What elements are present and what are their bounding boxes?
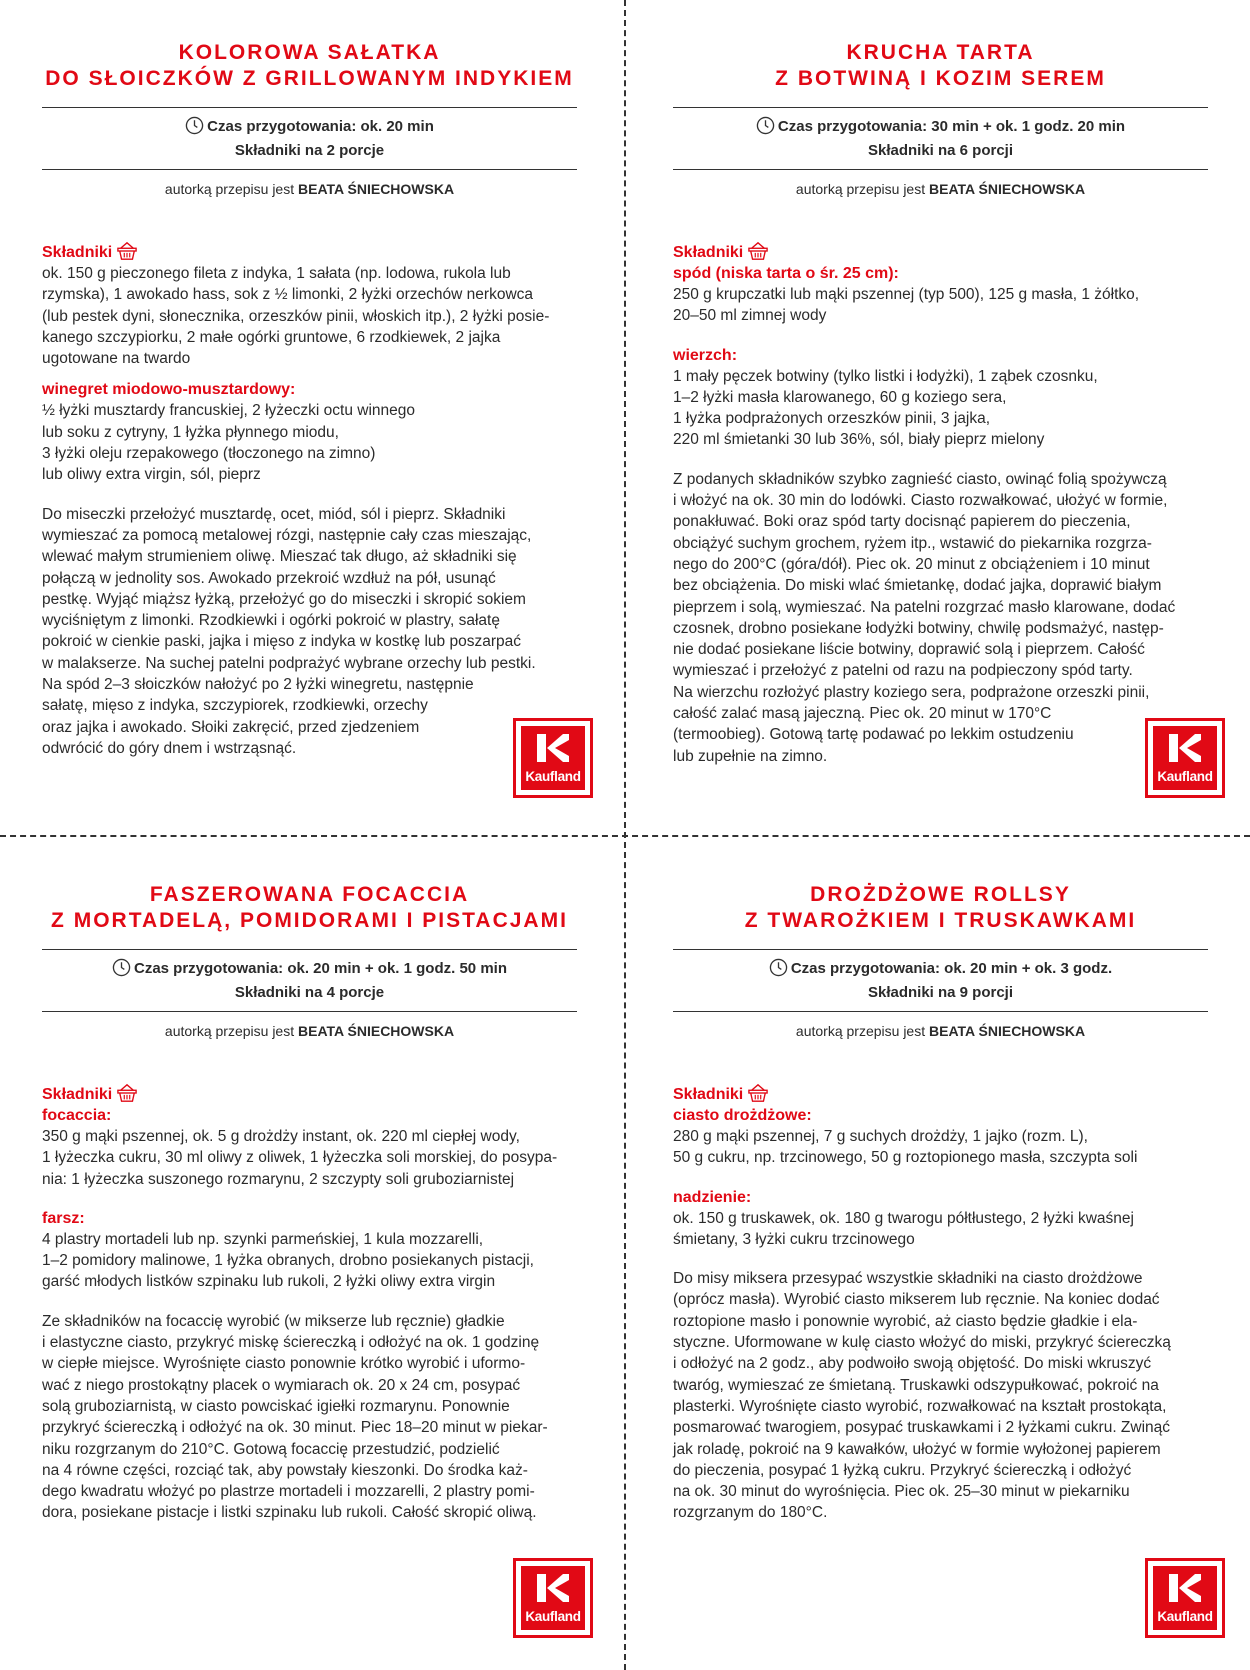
author-line	[42, 1021, 577, 1041]
section-list	[673, 366, 1208, 451]
author-name: BEATA ŚNIECHOWSKA	[929, 1023, 1086, 1039]
section-label: farsz:	[42, 1209, 85, 1227]
recipe-meta	[42, 950, 577, 1011]
text-line: kanego szczypiorku, 2 małe ogórki gruntowe, 6 rzodkiewek, 2 jajka	[42, 328, 501, 346]
logo-text: Kaufland	[525, 769, 581, 784]
title-line: Z TWAROŻKIEM I TRUSKAWKAMI	[744, 909, 1137, 932]
text-line: ½ łyżki musztardy francuskiej, 2 łyżeczki octu winnego	[42, 402, 416, 420]
prep-time: Czas przygotowania: ok. 20 min	[207, 118, 434, 135]
portions: Składniki na 4 porcje	[234, 984, 385, 1001]
text-line: pestkę. Wyjąć miąższ łyżką, przełożyć go do miseczki i skropić sokiem	[42, 590, 526, 608]
text-line: odwrócić do góry dnem i wstrząsnąć.	[42, 739, 297, 757]
text-line: 220 ml śmietanki 30 lub 36%, sól, biały pieprz mielony	[673, 431, 1045, 449]
text-line: nia: 1 łyżeczka suszonego rozmarynu, 2 szczypty soli gruboziarnistej	[42, 1170, 515, 1188]
text-line: śmietany, 3 łyżki cukru trzcinowego	[673, 1230, 915, 1248]
text-line: 3 łyżki oleju rzepakowego (tłoczonego na zimno)	[42, 445, 376, 463]
text-line: Do misy miksera przesypać wszystkie składniki na ciasto drożdżowe	[673, 1270, 1143, 1288]
recipe-card-3	[42, 882, 577, 1524]
text-line: i odłożyć na 2 godz., aby podwoiło swoją objętość. Do miski wkruszyć	[673, 1355, 1152, 1373]
text-line: bez obciążenia. Do miski wlać śmietankę, dodać jajka, doprawić białym	[673, 577, 1162, 595]
portions: Składniki na 6 porcji	[867, 142, 1014, 159]
section-list	[673, 1208, 1208, 1251]
recipe-meta	[673, 108, 1208, 169]
text-line: nie dodać posiekane liście botwiny, doprawić solą i pieprzem. Całość	[673, 641, 1145, 659]
text-line: jak roladę, pokroić na 9 kawałków, ułożyć w formie wyłożonej papierem	[673, 1440, 1161, 1458]
divider	[673, 169, 1208, 170]
ingredients-heading	[673, 241, 1208, 263]
horizontal-cut-line	[0, 835, 1250, 837]
text-line: całość zalać masą jajeczną. Piec ok. 20 minut w 170°C	[673, 705, 1052, 723]
prep-time: Czas przygotowania: ok. 20 min + ok. 3 godz.	[790, 960, 1113, 977]
text-line: twaróg, wymieszać ze śmietaną. Truskawki odszypułkować, pokroić na	[673, 1376, 1159, 1394]
clock-icon	[769, 958, 788, 977]
clock-icon	[185, 116, 204, 135]
text-line: 250 g krupczatki lub mąki pszennej (typ 500), 125 g masła, 1 żółtko,	[673, 286, 1140, 303]
recipe-card-4	[673, 882, 1208, 1524]
basket-icon	[116, 1083, 138, 1103]
section-list	[42, 400, 577, 485]
recipe-title	[673, 882, 1208, 934]
text-line: na 4 równe części, rozciąć tak, aby powstały kieszonki. Do środka każ-	[42, 1461, 528, 1479]
text-line: roztopione masło i ponownie wyrobić, aż ciasto będzie gładkie i ela-	[673, 1312, 1138, 1330]
recipe-meta	[673, 950, 1208, 1011]
text-line: Na spód 2–3 słoiczków nałożyć po 2 łyżki winegretu, następnie	[42, 676, 474, 694]
text-line: obciążyć suchym grochem, ryżem itp., wstawić do piekarnika rozgrza-	[673, 534, 1152, 552]
text-line: ok. 150 g pieczonego fileta z indyka, 1 sałata (np. lodowa, rukola lub	[42, 265, 511, 282]
recipe-meta	[42, 108, 577, 169]
text-line: (lub pestek dyni, słonecznika, orzeszków pinii, włoskich itp.), 2 łyżki posie-	[42, 307, 550, 325]
recipe-card-1	[42, 40, 577, 759]
title-line: DROŻDŻOWE ROLLSY	[810, 883, 1071, 906]
section-label: focaccia:	[42, 1107, 112, 1124]
text-line: pokroić w cienkie paski, jajka i mięso z indyka w kostkę lub poszarpać	[42, 633, 521, 651]
title-line: FASZEROWANA FOCACCIA	[149, 883, 470, 906]
text-line: 1–2 łyżki masła klarowanego, 60 g koziego sera,	[673, 388, 1007, 406]
logo-text: Kaufland	[1157, 1609, 1213, 1624]
clock-icon	[756, 116, 775, 135]
text-line: 1 łyżeczka cukru, 30 ml oliwy z oliwek, 1 łyżeczka soli morskiej, do posypa-	[42, 1149, 558, 1167]
method-text	[42, 504, 577, 760]
text-line: Do miseczki przełożyć musztardę, ocet, miód, sól i pieprz. Składniki	[42, 505, 506, 523]
author-line	[42, 179, 577, 199]
ingredients-list	[42, 1126, 577, 1190]
title-line: Z MORTADELĄ, POMIDORAMI I PISTACJAMI	[51, 909, 568, 932]
logo-text: Kaufland	[525, 1609, 581, 1624]
text-line: (termoobieg). Gotową tartę podawać po lekkim ostudzeniu	[673, 726, 1074, 744]
ingredients-label: Składniki	[673, 244, 744, 261]
text-line: połączą w jednolity sos. Awokado przekroić wzdłuż na pół, usunąć	[42, 569, 496, 587]
text-line: wlewać małym strumieniem oliwę. Mieszać tak długo, aż składniki się	[42, 548, 517, 566]
author-prefix: autorką przepisu jest	[164, 1023, 295, 1039]
text-line: w ciepłe miejsce. Wyrośnięte ciasto ponownie krótko wyrobić i uformo-	[42, 1355, 526, 1373]
clock-icon	[112, 958, 131, 977]
text-line: 350 g mąki pszennej, ok. 5 g drożdży instant, ok. 220 ml ciepłej wody,	[42, 1128, 520, 1145]
ingredients-label: Składniki	[42, 1086, 113, 1103]
text-line: ugotowane na twardo	[42, 350, 191, 368]
text-line: posmarować twarogiem, posypać truskawkami i 2 łyżkami cukru. Zwinąć	[673, 1419, 1171, 1437]
kaufland-logo	[1145, 1558, 1225, 1638]
divider	[673, 1011, 1208, 1012]
recipe-title	[42, 882, 577, 934]
portions: Składniki na 2 porcje	[234, 142, 385, 159]
text-line: 1 mały pęczek botwiny (tylko listki i łodyżki), 1 ząbek czosnku,	[673, 367, 1098, 385]
text-line: wyciśniętym z limonki. Rzodkiewki i ogórki pokroić w plastry, sałatę	[42, 612, 500, 630]
ingredients-heading	[673, 1083, 1208, 1105]
text-line: lub soku z cytryny, 1 łyżka płynnego miodu,	[42, 423, 339, 441]
text-line: przykryć ściereczką i odłożyć na ok. 30 minut. Piec 18–20 minut w piekar-	[42, 1419, 548, 1437]
ingredients-list	[673, 284, 1208, 327]
text-line: 280 g mąki pszennej, 7 g suchych drożdży, 1 jajko (rozm. L),	[673, 1128, 1088, 1145]
method-text	[673, 1268, 1208, 1524]
text-line: 1–2 pomidory malinowe, 1 łyżka obranych, drobno posiekanych pistacji,	[42, 1252, 534, 1270]
basket-icon	[747, 241, 769, 261]
text-line: plasterki. Wyrośnięte ciasto wyrobić, rozwałkować na kształt prostokąta,	[673, 1397, 1167, 1415]
text-line: w malakserze. Na suchej patelni podprażyć wybrane orzechy lub pestki.	[42, 654, 536, 672]
recipe-title	[42, 40, 577, 92]
text-line: i włożyć na ok. 30 min do lodówki. Ciasto rozwałkować, ułożyć w formie,	[673, 492, 1168, 510]
text-line: 1 łyżka podprażonych orzeszków pinii, 3 jajka,	[673, 410, 991, 428]
text-line: oraz jajka i awokado. Słoiki zakręcić, przed zjedzeniem	[42, 718, 420, 736]
text-line: Ze składników na focaccię wyrobić (w mikserze lub ręcznie) gładkie	[42, 1312, 505, 1330]
author-prefix: autorką przepisu jest	[795, 181, 926, 197]
title-line: KRUCHA TARTA	[846, 41, 1035, 64]
text-line: garść młodych listków szpinaku lub rukoli, 2 łyżki oliwy extra virgin	[42, 1273, 496, 1291]
author-line	[673, 1021, 1208, 1041]
text-line: styczne. Uformowane w kulę ciasto włożyć do miski, przykryć ściereczką	[673, 1334, 1171, 1352]
divider	[42, 1011, 577, 1012]
prep-time: Czas przygotowania: 30 min + ok. 1 godz. 20 min	[777, 118, 1126, 135]
author-name: BEATA ŚNIECHOWSKA	[298, 1023, 455, 1039]
basket-icon	[747, 1083, 769, 1103]
text-line: ponakłuwać. Boki oraz spód tarty docisnąć papierem do pieczenia,	[673, 513, 1131, 531]
divider	[42, 169, 577, 170]
ingredients-heading	[42, 1083, 577, 1105]
prep-time: Czas przygotowania: ok. 20 min + ok. 1 godz. 50 min	[133, 960, 507, 977]
section-label: spód (niska tarta o śr. 25 cm):	[673, 265, 899, 282]
recipe-title	[673, 40, 1208, 92]
text-line: nego do 200°C (góra/dół). Piec ok. 20 minut z obciążeniem i 10 minut	[673, 555, 1150, 573]
author-line	[673, 179, 1208, 199]
text-line: 4 plastry mortadeli lub np. szynki parmeńskiej, 1 kula mozzarelli,	[42, 1230, 484, 1248]
section-label: winegret miodowo-musztardowy:	[42, 381, 296, 399]
basket-icon	[116, 241, 138, 261]
ingredients-label: Składniki	[42, 244, 113, 261]
text-line: wymieszać za pomocą metalowej rózgi, następnie cały czas mieszając,	[42, 526, 532, 544]
text-line: wymieszać i przełożyć z patelni od razu na podpieczony spód tarty.	[673, 662, 1133, 680]
kaufland-logo	[1145, 718, 1225, 798]
ingredients-list	[42, 263, 577, 369]
portions: Składniki na 9 porcji	[867, 984, 1014, 1001]
text-line: i elastyczne ciasto, przykryć miskę ściereczką i odłożyć na ok. 1 godzinę	[42, 1334, 540, 1352]
text-line: dora, posiekane pistacje i listki szpinaku lub rukoli. Całość skropić oliwą.	[42, 1504, 537, 1522]
text-line: rozgrzanym do 180°C.	[673, 1504, 828, 1522]
text-line: do pieczenia, posypać 1 łyżką cukru. Przykryć ściereczką i odłożyć	[673, 1461, 1132, 1479]
text-line: lub oliwy extra virgin, sól, pieprz	[42, 466, 261, 484]
title-line: DO SŁOICZKÓW Z GRILLOWANYM INDYKIEM	[45, 67, 574, 90]
title-line: Z BOTWINĄ I KOZIM SEREM	[775, 67, 1106, 90]
text-line: czosnek, drobno posiekane łodyżki botwiny, chwilę podsmażyć, następ-	[673, 619, 1164, 637]
text-line: Na wierzchu rozłożyć plastry koziego sera, podprażone orzeszki pinii,	[673, 683, 1150, 701]
text-line: ok. 150 g truskawek, ok. 180 g twarogu półtłustego, 2 łyżki kwaśnej	[673, 1209, 1134, 1227]
ingredients-heading	[42, 241, 577, 263]
text-line: na ok. 30 minut do wyrośnięcia. Piec ok. 25–30 minut w piekarniku	[673, 1483, 1130, 1501]
text-line: wać z niego prostokątny placek o wymiarach ok. 20 x 24 cm, posypać	[42, 1376, 521, 1394]
text-line: solą gruboziarnistą, w ciasto powciskać igiełki rozmarynu. Ponownie	[42, 1397, 510, 1415]
ingredients-label: Składniki	[673, 1086, 744, 1103]
logo-text: Kaufland	[1157, 769, 1213, 784]
text-line: niku rozgrzanym do 210°C. Gotową focaccię przestudzić, podzielić	[42, 1440, 500, 1458]
text-line: dego kwadratu włożyć po plastrze mortadeli i mozzarelli, 2 plastry pomi-	[42, 1483, 535, 1501]
text-line: (oprócz masła). Wyrobić ciasto mikserem lub ręcznie. Na koniec dodać	[673, 1291, 1160, 1309]
section-label: wierzch:	[673, 346, 738, 364]
author-prefix: autorką przepisu jest	[164, 181, 295, 197]
text-line: rzymska), 1 awokado hass, sok z ½ limonki, 2 łyżki orzechów nerkowca	[42, 286, 534, 304]
title-line: KOLOROWA SAŁATKA	[178, 41, 441, 64]
kaufland-logo	[513, 718, 593, 798]
text-line: sałatę, mięso z indyka, szczypiorek, rzodkiewki, orzechy	[42, 697, 428, 715]
section-label: nadzienie:	[673, 1188, 752, 1206]
text-line: 50 g cukru, np. trzcinowego, 50 g roztopionego masła, szczypta soli	[673, 1149, 1138, 1167]
ingredients-list	[673, 1126, 1208, 1169]
kaufland-logo	[513, 1558, 593, 1638]
recipe-card-2	[673, 40, 1208, 767]
text-line: Z podanych składników szybko zagnieść ciasto, owinąć folią spożywczą	[673, 470, 1167, 488]
text-line: lub zupełnie na zimno.	[673, 747, 828, 765]
author-name: BEATA ŚNIECHOWSKA	[929, 181, 1086, 197]
text-line: pieprzem i solą, wymieszać. Na patelni rozgrzać masło klarowane, dodać	[673, 598, 1176, 616]
section-label: ciasto drożdżowe:	[673, 1107, 812, 1124]
text-line: 20–50 ml zimnej wody	[673, 307, 827, 325]
method-text	[42, 1311, 577, 1524]
author-name: BEATA ŚNIECHOWSKA	[298, 181, 455, 197]
section-list	[42, 1229, 577, 1293]
author-prefix: autorką przepisu jest	[795, 1023, 926, 1039]
method-text	[673, 469, 1208, 767]
